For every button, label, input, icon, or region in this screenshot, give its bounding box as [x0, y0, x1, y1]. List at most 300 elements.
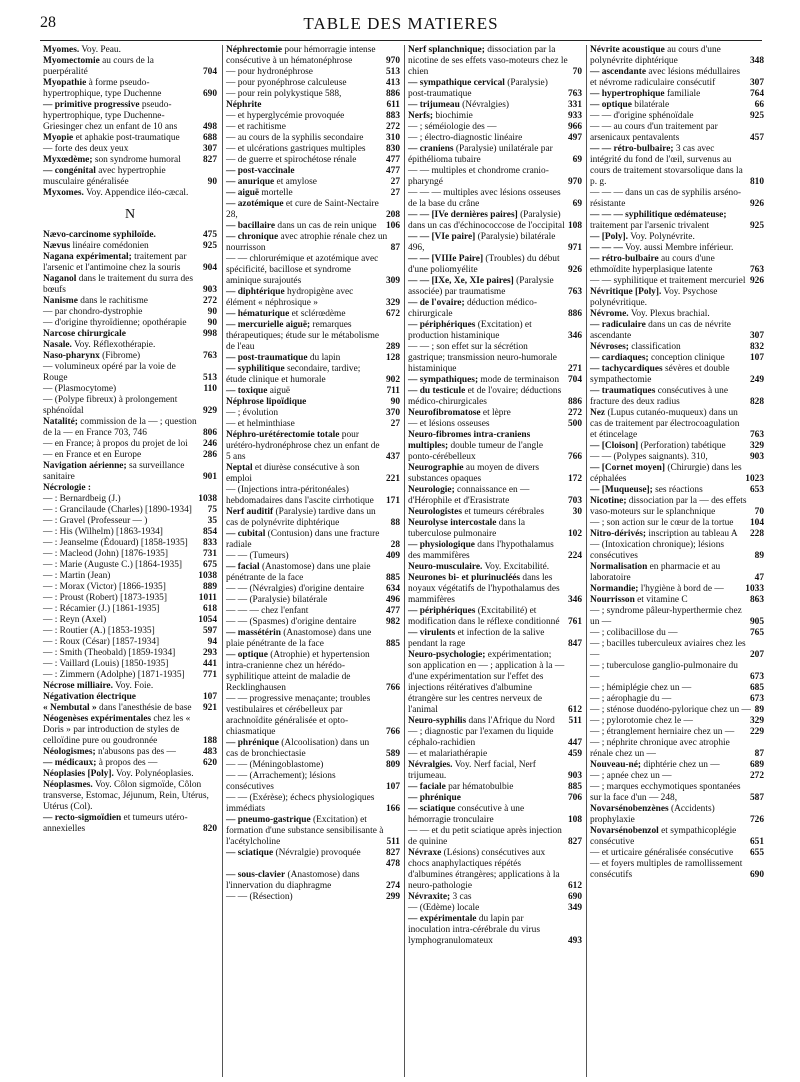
entry-heading: — cardiaques; — [590, 353, 649, 363]
entry-text: (Anastomose) dans une plaie pénétrante de la face — [226, 562, 371, 583]
entry-text: — et lésions osseuses — [408, 419, 490, 429]
entry-text: sévères et double sympathectomie — [590, 364, 730, 385]
entry-text: au moyen de divers substances opaques — [408, 463, 540, 484]
index-entry — [408, 408, 582, 419]
page-reference: 830 — [385, 144, 400, 154]
entry-text: (Paralysie associée) par traumatisme — [408, 276, 554, 297]
page-reference: 672 — [385, 309, 400, 319]
page-reference: 1033 — [745, 584, 764, 594]
page-reference: 272 — [749, 771, 764, 781]
entry-text: — — multiples et chondrome cranio-pharyngé — [408, 166, 549, 187]
entry-text: (Lésions) consécutives aux chocs anaphylactiques répétés d'albumines étrangères; applications à la neuro-pathologie — [408, 848, 560, 891]
index-entry — [43, 560, 217, 571]
index-entry — [43, 155, 217, 166]
entry-heading: Neurones bi- et plurinucléés — [408, 573, 521, 583]
entry-text: mortelle — [261, 188, 293, 198]
page-reference: 498 — [202, 122, 217, 132]
index-entry — [43, 747, 217, 758]
entry-heading: — post-vaccinale — [226, 166, 295, 176]
index-entry — [43, 549, 217, 560]
entry-text: — et foyers multiples de ramollissement consécutifs — [590, 859, 743, 880]
entry-text: dans un cas de rein unique — [277, 221, 377, 231]
index-entry — [590, 100, 764, 111]
entry-text: Voy. Réflexothérapie. — [74, 340, 156, 350]
index-entry — [226, 815, 400, 848]
page-reference: 457 — [749, 133, 764, 143]
entry-heading: — — [IXe, Xe, XIe paires] — [408, 276, 514, 286]
page-reference: 348 — [749, 56, 764, 66]
page-reference: 69 — [572, 155, 582, 165]
entry-text: du lapin par inoculation intra-cérébrale du virus lymphogranulomateux — [408, 914, 540, 946]
page-reference: 475 — [202, 230, 217, 240]
page-reference: 349 — [567, 903, 582, 913]
page-reference: 926 — [749, 199, 764, 209]
index-column-3 — [404, 45, 583, 1077]
index-entry — [226, 254, 400, 287]
index-entry — [43, 615, 217, 626]
entry-heading: — — [IVe dernières paires] — [408, 210, 518, 220]
index-entry — [43, 582, 217, 593]
entry-text: — : Grancilaude (Charles) [1890-1934] — [43, 505, 192, 515]
page-number: 28 — [40, 14, 56, 31]
entry-heading: — [Muqueuse]; — [590, 485, 653, 495]
page-reference: 108 — [567, 815, 582, 825]
entry-text: Voy. Polynéoplasies. — [116, 769, 194, 779]
entry-heading: Nerfs; — [408, 111, 433, 121]
page-reference: 771 — [202, 670, 217, 680]
page-reference: 329 — [749, 441, 764, 451]
index-entry — [408, 419, 582, 430]
index-entry — [590, 804, 764, 826]
page-reference: 459 — [567, 749, 582, 759]
page-reference: 885 — [567, 782, 582, 792]
index-entry — [590, 705, 764, 716]
index-entry — [408, 320, 582, 342]
index-entry — [408, 562, 582, 573]
entry-text: dans l'Afrique du Nord — [468, 716, 555, 726]
entry-text: à propos des — — [98, 758, 158, 768]
entry-text: — ; tuberculose ganglio-pulmonaire du — — [590, 661, 738, 682]
entry-text: — volumineux opéré par la voie de Rouge — [43, 362, 176, 383]
index-entry — [226, 364, 400, 386]
entry-text: au cours d'une polynévrite diphtérique — [590, 45, 721, 66]
index-entry — [590, 254, 764, 276]
entry-heading: Nerf splanchnique; — [408, 45, 485, 55]
index-entry — [43, 538, 217, 549]
page-reference: 483 — [202, 747, 217, 757]
entry-text: secondaire, tardive; étude clinique et humorale — [226, 364, 361, 385]
entry-text: et lèpre — [482, 408, 511, 418]
page-reference: 889 — [202, 582, 217, 592]
page-reference: 329 — [385, 298, 400, 308]
page-reference: 228 — [749, 529, 764, 539]
page-reference: 618 — [202, 604, 217, 614]
index-entry — [43, 593, 217, 604]
page-reference: 1038 — [198, 571, 217, 581]
index-entry — [590, 782, 764, 804]
index-entry — [43, 450, 217, 461]
page-reference: 107 — [202, 692, 217, 702]
page-reference: 690 — [202, 89, 217, 99]
entry-heading: Nourrisson — [590, 595, 635, 605]
entry-text: — ; séméiologie des — — [408, 122, 497, 132]
entry-text: et infection de la salive pendant la rage — [408, 628, 545, 649]
index-entry — [590, 826, 764, 848]
index-entry — [408, 892, 582, 903]
entry-text: — : Jeanselme (Édouard) [1858-1935] — [43, 538, 188, 548]
entry-heading: — [Cornet moyen] — [590, 463, 665, 473]
entry-heading: Néologismes; — [43, 747, 96, 757]
entry-heading: Novarsénobenzol — [590, 826, 659, 836]
entry-text: Voy. Nerf facial, Nerf trijumeau. — [408, 760, 536, 781]
entry-text: à forme pseudo-hypertrophique, type Duchenne — [43, 78, 162, 99]
page-reference: 310 — [385, 133, 400, 143]
index-entry — [43, 144, 217, 155]
index-entry — [590, 771, 764, 782]
entry-text: — (Œdème) locale — [408, 903, 480, 913]
page-reference: 87 — [390, 243, 400, 253]
index-entry — [408, 122, 582, 133]
entry-text: — ; syndrome pâleur-hyperthermie chez un — — [590, 606, 742, 627]
index-entry — [43, 659, 217, 670]
index-entry — [43, 637, 217, 648]
page-reference: 171 — [385, 496, 400, 506]
index-entry — [590, 353, 764, 364]
page-reference: 982 — [385, 617, 400, 627]
index-entry — [408, 793, 582, 804]
page-reference: 477 — [385, 166, 400, 176]
page-reference: 307 — [749, 331, 764, 341]
page-reference: 88 — [390, 518, 400, 528]
entry-text: l'hygiène à bord de — — [640, 584, 724, 594]
entry-heading: Nerf auditif — [226, 507, 274, 517]
entry-heading: — de l'ovaire; — [408, 298, 465, 308]
page-reference: 309 — [385, 276, 400, 286]
page-reference: 926 — [749, 276, 764, 286]
page-reference: 286 — [202, 450, 217, 460]
entry-heading: — du testicule — [408, 386, 466, 396]
index-entry — [590, 716, 764, 727]
index-entry — [226, 144, 400, 155]
page-reference: 854 — [202, 527, 217, 537]
page-reference: 172 — [567, 474, 582, 484]
entry-heading: — [Cloison] — [590, 441, 639, 451]
entry-heading: Névralgies. — [408, 760, 453, 770]
index-entry — [590, 309, 764, 320]
index-entry — [226, 408, 400, 419]
entry-text: (Paralysie) post-traumatique — [408, 78, 548, 99]
page-reference: 478 — [385, 859, 400, 869]
entry-heading: — hypertrophique — [590, 89, 665, 99]
index-entry — [226, 155, 400, 166]
page-reference: 970 — [567, 177, 582, 187]
entry-text: dans les noyaux végétatifs de l'hypothalamus des mammifères — [408, 573, 560, 605]
entry-heading: — diphtérique — [226, 287, 285, 297]
entry-text: du lapin — [309, 353, 341, 363]
index-entry — [226, 287, 400, 309]
entry-heading: Neuro-syphilis — [408, 716, 467, 726]
index-entry — [408, 518, 582, 540]
index-entry — [226, 595, 400, 606]
page-reference: 221 — [385, 474, 400, 484]
page-reference: 307 — [749, 78, 764, 88]
entry-text: — ; son action sur le cœur de la tortue — [590, 518, 734, 528]
entry-heading: — sciatique — [408, 804, 456, 814]
index-entry — [43, 133, 217, 144]
entry-text: dissociation par la nicotine de ses effets vaso-moteurs chez le chien — [408, 45, 568, 77]
entry-heading: — trijumeau — [408, 100, 460, 110]
index-entry — [226, 463, 400, 485]
index-columns — [40, 45, 762, 1077]
page-reference: 110 — [203, 384, 217, 394]
index-entry — [590, 210, 764, 232]
entry-heading: — syphilitique — [226, 364, 285, 374]
page-reference: 107 — [385, 782, 400, 792]
entry-text: (Troubles) du début d'une poliomyélite — [408, 254, 560, 275]
page-reference: 207 — [749, 650, 764, 660]
entry-heading: Nicotine; — [590, 496, 627, 506]
index-entry — [226, 551, 400, 562]
page-reference: 763 — [567, 89, 582, 99]
entry-heading: Nanisme — [43, 296, 78, 306]
entry-text: en pharmacie et au laboratoire — [590, 562, 721, 583]
page-reference: 27 — [390, 188, 400, 198]
entry-heading: Normandie; — [590, 584, 639, 594]
entry-text: pseudo-hypertrophique, type Duchenne-Griesinger chez un enfant de 10 ans — [43, 100, 178, 132]
entry-text: (Chirurgie) dans les céphalées — [590, 463, 742, 484]
page-reference: 89 — [754, 705, 764, 715]
page-reference: 921 — [202, 703, 217, 713]
index-entry — [226, 199, 400, 221]
index-entry — [590, 111, 764, 122]
page-reference: 926 — [567, 265, 582, 275]
entry-text: — : Bernardbeig (J.) — [43, 494, 121, 504]
index-entry — [590, 320, 764, 342]
index-entry — [590, 232, 764, 243]
page-reference: 651 — [749, 837, 764, 847]
entry-heading: — — [VIIIe Paire] — [408, 254, 484, 264]
entry-heading: — primitive progressive — [43, 100, 140, 110]
page-reference: 761 — [567, 617, 582, 627]
page-reference: 763 — [749, 430, 764, 440]
page-reference: 587 — [749, 793, 764, 803]
index-entry — [408, 111, 582, 122]
entry-text: Voy. aussi Membre inférieur. — [625, 243, 734, 253]
page-reference: 706 — [567, 793, 582, 803]
index-entry — [590, 144, 764, 188]
page-reference: 477 — [385, 606, 400, 616]
page-reference: 166 — [385, 804, 400, 814]
entry-text: ses réactions — [655, 485, 703, 495]
entry-text: biochimie — [435, 111, 473, 121]
entry-heading: — — — — [590, 243, 623, 253]
index-entry — [43, 384, 217, 395]
page-reference: 925 — [202, 241, 217, 251]
entry-text: — : His (Wilhelm) [1863-1934] — [43, 527, 163, 537]
index-entry — [43, 813, 217, 835]
entry-heading: Natalité; — [43, 417, 78, 427]
page-reference: 612 — [567, 705, 582, 715]
entry-heading: — traumatiques — [590, 386, 656, 396]
page-reference: 271 — [567, 364, 582, 374]
page-reference: 246 — [202, 439, 217, 449]
entry-heading: — [Poly]. — [590, 232, 629, 242]
entry-text: — — — chez l'enfant — [226, 606, 309, 616]
entry-heading: — facial — [226, 562, 260, 572]
index-entry — [408, 232, 582, 254]
index-entry — [43, 703, 217, 714]
page-reference: 827 — [202, 155, 217, 165]
entry-text: conception clinique — [650, 353, 725, 363]
entry-heading: — radiculaire — [590, 320, 646, 330]
entry-text: dans l'hypothalamus des mammifères — [408, 540, 554, 561]
index-entry — [408, 507, 582, 518]
page-reference: 925 — [749, 221, 764, 231]
entry-text: bilatérale — [634, 100, 670, 110]
index-entry — [226, 628, 400, 650]
entry-heading: Névrite acoustique — [590, 45, 665, 55]
entry-text: — — ; son effet sur la sécrétion gastrique; transmission neuro-humorale histaminique — [408, 342, 557, 374]
index-entry — [226, 122, 400, 133]
page-title: TABLE DES MATIERES — [303, 14, 499, 33]
entry-text: traitement par l'arsenic et l'antimoine chez la souris — [43, 252, 187, 273]
page-reference: 208 — [385, 210, 400, 220]
index-entry — [43, 714, 217, 747]
entry-text: — : Zimmern (Adolphe) [1871-1935] — [43, 670, 185, 680]
index-entry — [408, 826, 582, 848]
index-entry — [43, 100, 217, 133]
index-entry — [408, 386, 582, 408]
entry-text: — par chondro-dystrophie — [43, 307, 143, 317]
index-entry — [226, 694, 400, 738]
page-reference: 970 — [385, 56, 400, 66]
entry-heading: Néphrose lipoïdique — [226, 397, 307, 407]
entry-text: — ; évolution — [226, 408, 279, 418]
entry-heading: — ascendante — [590, 67, 646, 77]
entry-text: connaissance en — d'Hérophile et d'Erasistrate — [408, 485, 530, 506]
entry-heading: Névroses; — [590, 342, 629, 352]
entry-heading: — tachycardiques — [590, 364, 663, 374]
index-entry — [226, 892, 400, 903]
page-reference: 704 — [567, 375, 582, 385]
entry-heading: — anurique — [226, 177, 275, 187]
entry-text: (Perforation) tabétique — [640, 441, 726, 451]
index-entry — [43, 307, 217, 318]
index-entry — [590, 595, 764, 606]
entry-text: — et helminthiase — [226, 419, 295, 429]
entry-text: — ; diagnostic par l'examen du liquide céphalo-rachidien — [408, 727, 554, 748]
entry-text: avec hypertrophie musculaire généralisée — [43, 166, 166, 187]
index-entry — [408, 628, 582, 650]
index-column-4 — [586, 45, 765, 1077]
entry-heading: Myomectomie — [43, 56, 100, 66]
entry-text: remarques thérapeutiques; étude sur le métabolisme de l'eau — [226, 320, 380, 352]
page-reference: 704 — [202, 67, 217, 77]
index-entry — [408, 760, 582, 782]
page-reference: 903 — [749, 452, 764, 462]
index-entry — [43, 648, 217, 659]
entry-heading: — optique — [590, 100, 632, 110]
entry-heading: Normalisation — [590, 562, 648, 572]
index-entry — [408, 254, 582, 276]
index-entry — [408, 133, 582, 144]
entry-text: (Paralysie) dans un cas d'échinococcose de l'occipital — [408, 210, 565, 231]
index-entry — [43, 166, 217, 188]
entry-text: — : Martin (Jean) — [43, 571, 111, 581]
index-entry — [590, 342, 764, 353]
index-entry — [226, 617, 400, 628]
index-entry — [590, 859, 764, 881]
entry-text: et sclérœdème — [291, 309, 346, 319]
page-reference: 293 — [202, 648, 217, 658]
index-entry — [226, 386, 400, 397]
index-entry — [590, 496, 764, 518]
page-reference: 272 — [385, 122, 400, 132]
index-entry — [226, 67, 400, 78]
index-entry — [590, 408, 764, 441]
page-reference: 673 — [749, 672, 764, 682]
entry-text: son syndrome humoral — [94, 155, 181, 165]
page-reference: 763 — [749, 265, 764, 275]
entry-text: dans le traitement du surra des bœufs — [43, 274, 193, 295]
index-entry — [590, 243, 764, 254]
page-reference: 437 — [385, 452, 400, 462]
index-entry — [408, 210, 582, 232]
entry-heading: Nécrologie : — [43, 483, 91, 493]
entry-text: — : Récamier (J.) [1861-1935] — [43, 604, 160, 614]
entry-heading: — massétérin — [226, 628, 281, 638]
entry-text: — : Vaillard (Louis) [1850-1935] — [43, 659, 169, 669]
index-entry — [226, 45, 400, 67]
entry-text: Voy. Foie. — [115, 681, 154, 691]
entry-heading: Myxœdème; — [43, 155, 93, 165]
entry-heading: — azotémique — [226, 199, 284, 209]
index-entry — [43, 230, 217, 241]
index-entry — [226, 529, 400, 551]
entry-text: (Excitation) et production histaminique — [408, 320, 532, 341]
entry-heading: Néphrite — [226, 100, 262, 110]
page-reference: 500 — [567, 419, 582, 429]
page-reference: 224 — [567, 551, 582, 561]
index-entry — [590, 518, 764, 529]
entry-text: déduction médico-chirurgicale — [408, 298, 537, 319]
entry-text: chez les « Doris » par introduction de styles de celloïdine pure ou goudronnée — [43, 714, 191, 746]
index-entry — [226, 507, 400, 529]
page-reference: 346 — [567, 331, 582, 341]
index-entry — [226, 584, 400, 595]
entry-text: (Névralgie) provoquée — [275, 848, 361, 858]
index-entry — [226, 89, 400, 100]
page-reference: 87 — [754, 749, 764, 759]
entry-text: — — (Tumeurs) — [226, 551, 289, 561]
entry-text: (Alcoolisation) dans un cas de bronchiectasie — [226, 738, 370, 759]
entry-heading: Néphro-urétérectomie totale — [226, 430, 340, 440]
page-reference: 47 — [754, 573, 764, 583]
entry-text: — ; apnée chez un — — [590, 771, 672, 781]
entry-text: — et malariathérapie — [408, 749, 488, 759]
entry-text: (Anastomose) dans l'innervation du diaphragme — [226, 870, 360, 891]
entry-text: — — au cours d'un traitement par arsenicaux pentavalents — [590, 122, 718, 143]
entry-text: — ; néphrite chronique avec atrophie rénale chez un — — [590, 738, 730, 759]
page-reference: 903 — [202, 285, 217, 295]
page-reference: 27 — [390, 419, 400, 429]
entry-text: — et rachitisme — [226, 122, 286, 132]
index-entry — [43, 505, 217, 516]
entry-text: (Anastomose) dans une plaie pénétrante de la face — [226, 628, 372, 649]
page-reference: 620 — [202, 758, 217, 768]
page-reference: 447 — [567, 738, 582, 748]
entry-text: avec atrophie rénale chez un nourrisson — [226, 232, 388, 253]
